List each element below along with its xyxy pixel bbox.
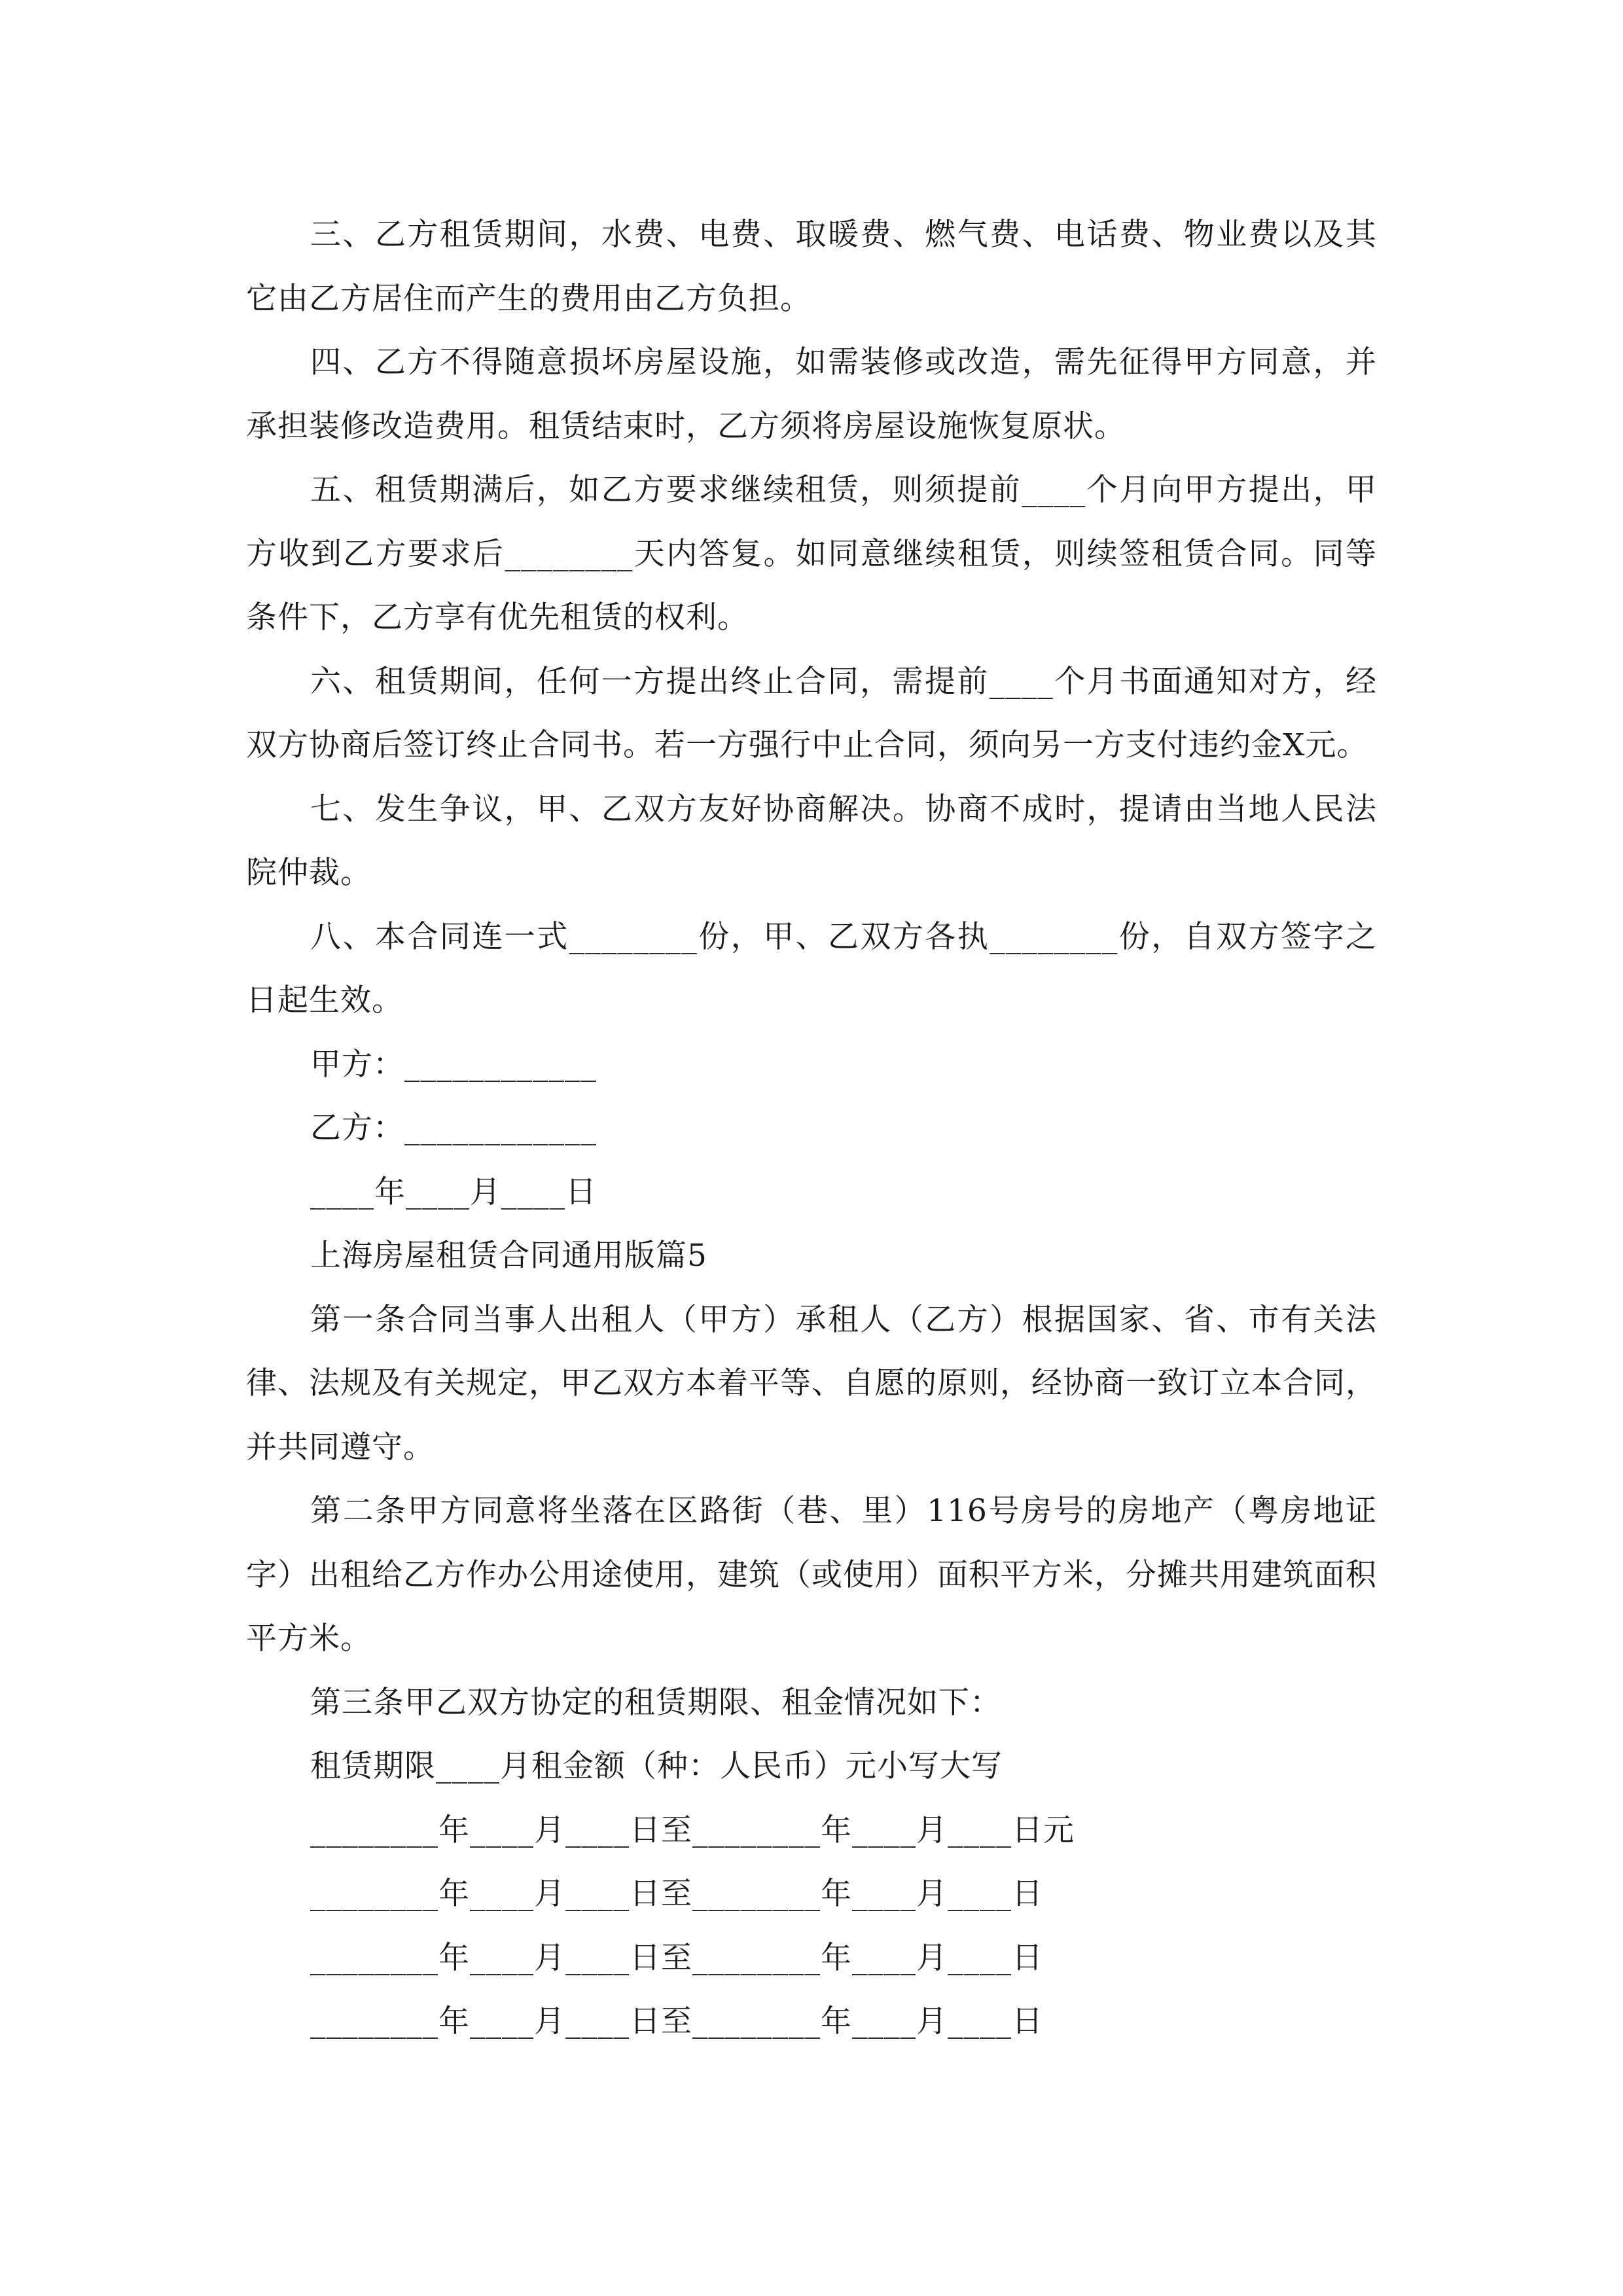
section-title: 上海房屋租赁合同通用版篇5 <box>310 1238 707 1274</box>
rent-period-row: ________年____月____日至________年____月____日 <box>310 1939 1043 1976</box>
document-body <box>246 203 1377 2054</box>
clause-8: 八、本合同连一式________份，甲、乙双方各执________份，自双方签字之日起生效。 <box>246 918 1377 1018</box>
signing-date: ____年____月____日 <box>310 1174 597 1210</box>
clause-6: 六、租赁期间，任何一方提出终止合同，需提前____个月书面通知对方，经双方协商后签订终止合同书。若一方强行中止合同，须向另一方支付违约金X元。 <box>246 663 1377 763</box>
rent-period-row: ________年____月____日至________年____月____日 <box>310 1876 1043 1912</box>
article-1: 第一条合同当事人出租人（甲方）承租人（乙方）根据国家、省、市有关法律、法规及有关规定，甲乙双方本着平等、自愿的原则，经协商一致订立本合同，并共同遵守。 <box>246 1301 1377 1465</box>
article-3: 第三条甲乙双方协定的租赁期限、租金情况如下： <box>310 1684 1001 1721</box>
rent-table-header: 租赁期限____月租金额（种：人民币）元小写大写 <box>310 1748 1003 1784</box>
rent-period-row: ________年____月____日至________年____月____日元 <box>310 1812 1075 1848</box>
clause-5: 五、租赁期满后，如乙方要求继续租赁，则须提前____个月向甲方提出，甲方收到乙方要求后________天内答复。如同意继续租赁，则续签租赁合同。同等条件下，乙方享有优先租赁的权利。 <box>246 472 1377 636</box>
clause-7: 七、发生争议，甲、乙双方友好协商解决。协商不成时，提请由当地人民法院仲裁。 <box>246 791 1377 891</box>
article-2: 第二条甲方同意将坐落在区路街（巷、里）116号房号的房地产（粤房地证字）出租给乙方作办公用途使用，建筑（或使用）面积平方米，分摊共用建筑面积平方米。 <box>246 1493 1377 1657</box>
clause-3: 三、乙方租赁期间，水费、电费、取暖费、燃气费、电话费、物业费以及其它由乙方居住而产生的费用由乙方负担。 <box>246 217 1377 317</box>
party-a-signature: 甲方：____________ <box>310 1046 597 1083</box>
clause-4: 四、乙方不得随意损坏房屋设施，如需装修或改造，需先征得甲方同意，并承担装修改造费用。租赁结束时，乙方须将房屋设施恢复原状。 <box>246 344 1377 444</box>
party-b-signature: 乙方：____________ <box>310 1110 597 1146</box>
rent-period-row: ________年____月____日至________年____月____日 <box>310 2003 1043 2039</box>
